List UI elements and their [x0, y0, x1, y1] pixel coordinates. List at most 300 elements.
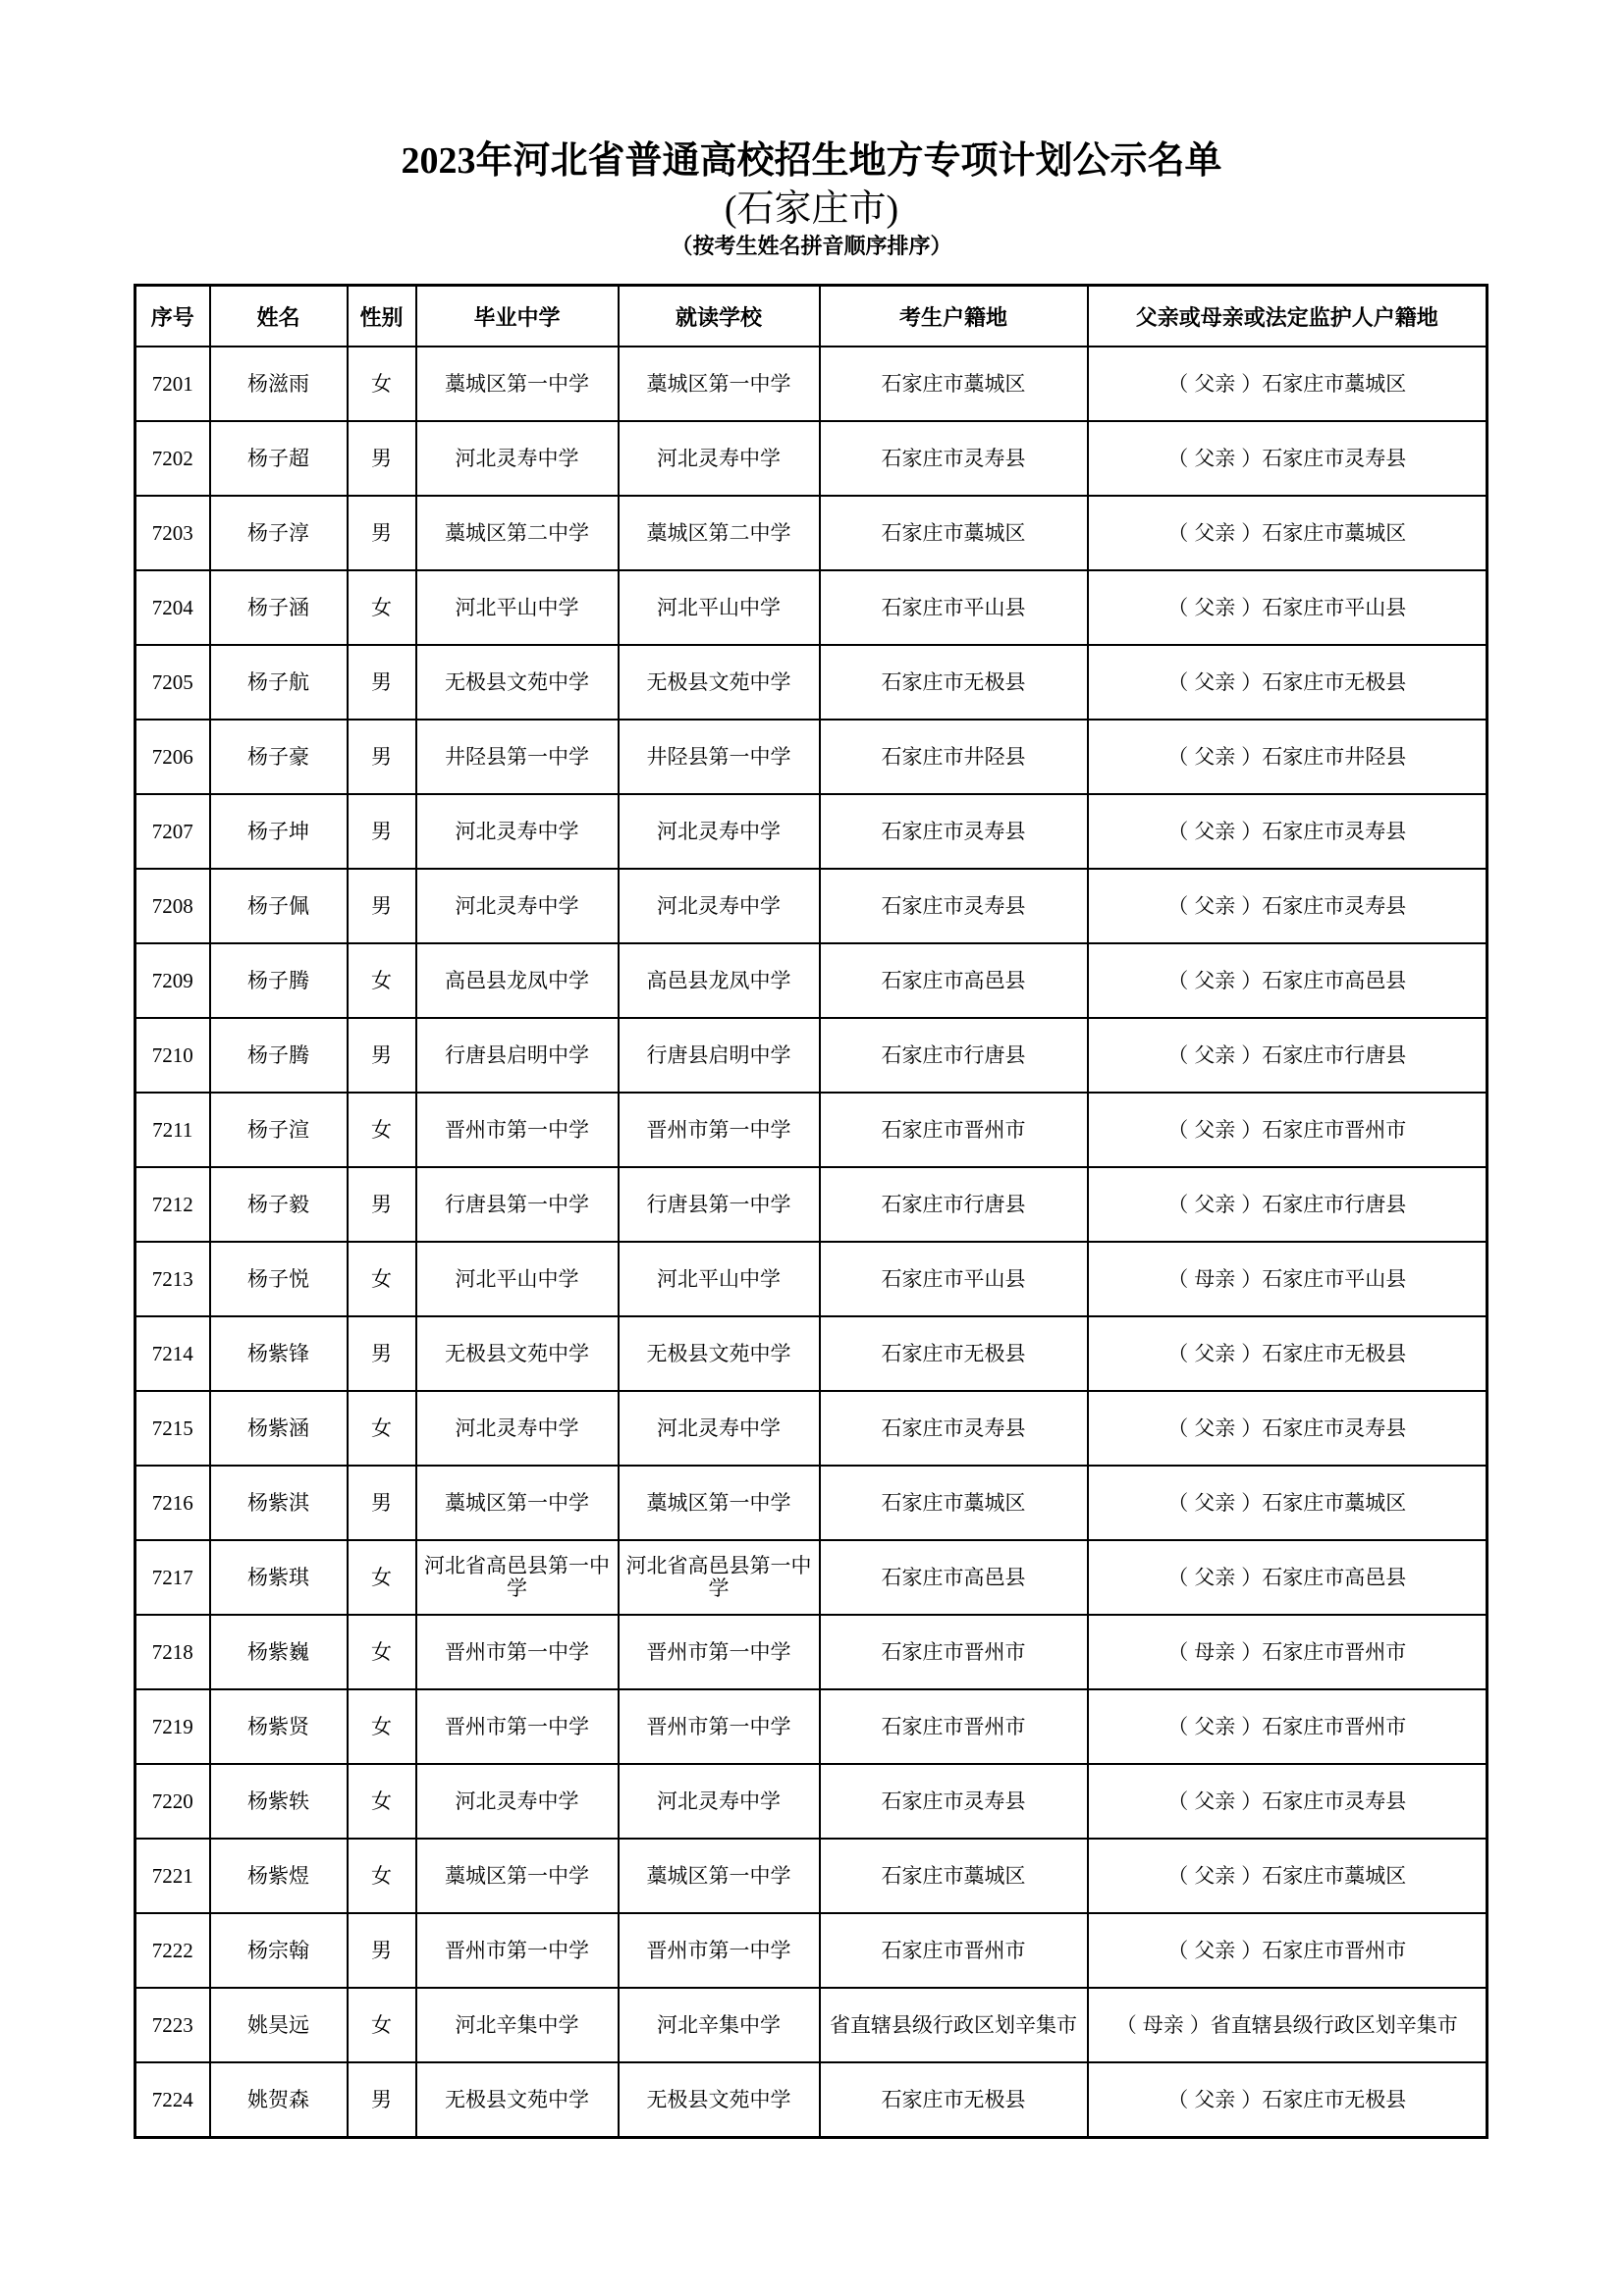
guardian-location: 石家庄市灵寿县: [1262, 893, 1407, 918]
guardian-location: 石家庄市无极县: [1262, 2087, 1407, 2111]
cell-name: 杨紫巍: [210, 1615, 348, 1689]
cell-student-hukou: 石家庄市无极县: [820, 1316, 1088, 1391]
cell-guardian-hukou: [1088, 1466, 1488, 1540]
cell-current-school: 藁城区第一中学: [619, 347, 820, 421]
cell-gender: 男: [348, 720, 416, 794]
cell-name: 杨子佩: [210, 869, 348, 943]
cell-graduation-school: 行唐县启明中学: [416, 1018, 619, 1093]
cell-graduation-school: 河北省高邑县第一中学: [416, 1540, 619, 1615]
table-row: [135, 943, 1488, 1018]
cell-gender: 男: [348, 421, 416, 496]
cell-number: 7210: [135, 1018, 210, 1093]
cell-current-school: 晋州市第一中学: [619, 1913, 820, 1988]
cell-guardian-hukou: [1088, 1167, 1488, 1242]
guardian-relation: 父亲: [1194, 968, 1236, 992]
paren-open: （: [1167, 1938, 1189, 1962]
cell-number: 7224: [135, 2062, 210, 2138]
column-header-name: 姓名: [210, 286, 348, 347]
cell-number: 7202: [135, 421, 210, 496]
cell-graduation-school: 河北灵寿中学: [416, 1764, 619, 1839]
cell-name: 杨子悦: [210, 1242, 348, 1316]
cell-guardian-hukou: [1088, 1316, 1488, 1391]
table-row: [135, 1316, 1488, 1391]
cell-graduation-school: 藁城区第一中学: [416, 1466, 619, 1540]
table-row: [135, 496, 1488, 570]
cell-current-school: 无极县文苑中学: [619, 2062, 820, 2138]
paren-open: （: [1167, 595, 1189, 619]
document-header: [0, 137, 1623, 261]
cell-name: 杨子豪: [210, 720, 348, 794]
cell-gender: 女: [348, 943, 416, 1018]
cell-graduation-school: 行唐县第一中学: [416, 1167, 619, 1242]
table-row: [135, 1540, 1488, 1615]
table-row: [135, 1913, 1488, 1988]
cell-name: 杨宗翰: [210, 1913, 348, 1988]
cell-name: 杨滋雨: [210, 347, 348, 421]
guardian-location: 石家庄市无极县: [1262, 669, 1407, 694]
cell-guardian-hukou: [1088, 869, 1488, 943]
paren-close: ）: [1241, 520, 1263, 545]
cell-current-school: 藁城区第二中学: [619, 496, 820, 570]
cell-student-hukou: 省直辖县级行政区划辛集市: [820, 1988, 1088, 2062]
paren-open: （: [1167, 1415, 1189, 1440]
guardian-relation: 父亲: [1194, 371, 1236, 396]
cell-graduation-school: 无极县文苑中学: [416, 645, 619, 720]
cell-current-school: 河北灵寿中学: [619, 794, 820, 869]
cell-name: 杨子涵: [210, 570, 348, 645]
guardian-location: 石家庄市平山县: [1262, 595, 1407, 619]
cell-gender: 男: [348, 1913, 416, 1988]
cell-name: 杨紫琪: [210, 1540, 348, 1615]
cell-guardian-hukou: [1088, 1242, 1488, 1316]
cell-current-school: 无极县文苑中学: [619, 1316, 820, 1391]
document-subtitle: (石家庄市): [724, 188, 899, 230]
cell-student-hukou: 石家庄市灵寿县: [820, 1391, 1088, 1466]
guardian-relation: 母亲: [1142, 2012, 1184, 2037]
cell-name: 杨子坤: [210, 794, 348, 869]
guardian-relation: 父亲: [1194, 744, 1236, 769]
cell-number: 7213: [135, 1242, 210, 1316]
paren-open: （: [1167, 446, 1189, 470]
cell-current-school: 河北灵寿中学: [619, 421, 820, 496]
cell-name: 杨子渲: [210, 1093, 348, 1167]
cell-current-school: 无极县文苑中学: [619, 645, 820, 720]
guardian-relation: 父亲: [1194, 1341, 1236, 1365]
cell-name: 杨子淳: [210, 496, 348, 570]
guardian-location: 石家庄市井陉县: [1262, 744, 1407, 769]
guardian-location: 石家庄市晋州市: [1262, 1639, 1407, 1664]
paren-open: （: [1167, 1863, 1189, 1888]
table-row: [135, 1167, 1488, 1242]
guardian-location: 石家庄市行唐县: [1262, 1042, 1407, 1067]
paren-close: ）: [1241, 1117, 1263, 1142]
cell-graduation-school: 无极县文苑中学: [416, 1316, 619, 1391]
cell-current-school: 河北灵寿中学: [619, 1391, 820, 1466]
cell-gender: 男: [348, 496, 416, 570]
paren-open: （: [1115, 2012, 1137, 2037]
paren-close: ）: [1241, 1789, 1263, 1813]
guardian-relation: 父亲: [1194, 893, 1236, 918]
table-row: [135, 1093, 1488, 1167]
cell-current-school: 行唐县第一中学: [619, 1167, 820, 1242]
table-row: [135, 720, 1488, 794]
cell-current-school: 高邑县龙凤中学: [619, 943, 820, 1018]
cell-student-hukou: 石家庄市高邑县: [820, 1540, 1088, 1615]
cell-graduation-school: 藁城区第二中学: [416, 496, 619, 570]
cell-gender: 女: [348, 1764, 416, 1839]
cell-guardian-hukou: [1088, 1391, 1488, 1466]
cell-student-hukou: 石家庄市灵寿县: [820, 421, 1088, 496]
cell-number: 7217: [135, 1540, 210, 1615]
paren-close: ）: [1241, 968, 1263, 992]
paren-open: （: [1167, 819, 1189, 843]
cell-gender: 女: [348, 347, 416, 421]
paren-open: （: [1167, 1565, 1189, 1589]
cell-name: 杨紫涵: [210, 1391, 348, 1466]
paren-open: （: [1167, 968, 1189, 992]
cell-number: 7220: [135, 1764, 210, 1839]
cell-current-school: 河北辛集中学: [619, 1988, 820, 2062]
paren-close: ）: [1241, 1341, 1263, 1365]
cell-student-hukou: 石家庄市藁城区: [820, 496, 1088, 570]
paren-close: ）: [1241, 819, 1263, 843]
table-row: [135, 1988, 1488, 2062]
table-row: [135, 869, 1488, 943]
cell-number: 7212: [135, 1167, 210, 1242]
guardian-relation: 父亲: [1194, 1714, 1236, 1738]
guardian-location: 石家庄市行唐县: [1262, 1192, 1407, 1216]
paren-close: ）: [1241, 1863, 1263, 1888]
guardian-location: 石家庄市平山县: [1262, 1266, 1407, 1291]
guardian-relation: 父亲: [1194, 1863, 1236, 1888]
paren-close: ）: [1241, 446, 1263, 470]
guardian-relation: 母亲: [1194, 1266, 1236, 1291]
paren-close: ）: [1241, 1192, 1263, 1216]
paren-open: （: [1167, 2087, 1189, 2111]
guardian-location: 石家庄市藁城区: [1262, 520, 1407, 545]
paren-open: （: [1167, 520, 1189, 545]
guardian-relation: 父亲: [1194, 520, 1236, 545]
cell-current-school: 晋州市第一中学: [619, 1093, 820, 1167]
cell-graduation-school: 河北辛集中学: [416, 1988, 619, 2062]
cell-current-school: 河北灵寿中学: [619, 1764, 820, 1839]
cell-current-school: 河北平山中学: [619, 1242, 820, 1316]
cell-number: 7214: [135, 1316, 210, 1391]
guardian-relation: 父亲: [1194, 1789, 1236, 1813]
cell-guardian-hukou: [1088, 1540, 1488, 1615]
cell-gender: 男: [348, 1316, 416, 1391]
cell-gender: 男: [348, 645, 416, 720]
cell-student-hukou: 石家庄市藁城区: [820, 1466, 1088, 1540]
cell-number: 7222: [135, 1913, 210, 1988]
cell-student-hukou: 石家庄市平山县: [820, 570, 1088, 645]
cell-guardian-hukou: [1088, 570, 1488, 645]
cell-guardian-hukou: [1088, 2062, 1488, 2138]
paren-open: （: [1167, 1490, 1189, 1515]
guardian-location: 石家庄市晋州市: [1262, 1117, 1407, 1142]
cell-graduation-school: 晋州市第一中学: [416, 1093, 619, 1167]
cell-student-hukou: 石家庄市灵寿县: [820, 794, 1088, 869]
guardian-location: 石家庄市晋州市: [1262, 1714, 1407, 1738]
paren-close: ）: [1241, 2087, 1263, 2111]
cell-name: 杨子超: [210, 421, 348, 496]
paren-open: （: [1167, 744, 1189, 769]
cell-student-hukou: 石家庄市行唐县: [820, 1018, 1088, 1093]
cell-student-hukou: 石家庄市晋州市: [820, 1913, 1088, 1988]
cell-graduation-school: 晋州市第一中学: [416, 1689, 619, 1764]
cell-student-hukou: 石家庄市无极县: [820, 645, 1088, 720]
cell-graduation-school: 晋州市第一中学: [416, 1615, 619, 1689]
paren-close: ）: [1241, 1490, 1263, 1515]
guardian-location: 石家庄市灵寿县: [1262, 1415, 1407, 1440]
guardian-relation: 父亲: [1194, 2087, 1236, 2111]
column-header-student-hukou: 考生户籍地: [820, 286, 1088, 347]
guardian-location: 石家庄市灵寿县: [1262, 1789, 1407, 1813]
column-header-graduation-school: 毕业中学: [416, 286, 619, 347]
cell-gender: 男: [348, 1466, 416, 1540]
cell-number: 7204: [135, 570, 210, 645]
guardian-location: 石家庄市藁城区: [1262, 1863, 1407, 1888]
table-row: [135, 1615, 1488, 1689]
guardian-relation: 父亲: [1194, 1117, 1236, 1142]
cell-graduation-school: 藁城区第一中学: [416, 1839, 619, 1913]
paren-open: （: [1167, 1266, 1189, 1291]
admission-roster-table: [134, 284, 1488, 2139]
cell-student-hukou: 石家庄市晋州市: [820, 1689, 1088, 1764]
paren-open: （: [1167, 1789, 1189, 1813]
cell-gender: 男: [348, 2062, 416, 2138]
cell-name: 杨紫淇: [210, 1466, 348, 1540]
cell-guardian-hukou: [1088, 1093, 1488, 1167]
sort-note: （按考生姓名拼音顺序排序）: [671, 234, 952, 259]
cell-current-school: 河北平山中学: [619, 570, 820, 645]
cell-guardian-hukou: [1088, 421, 1488, 496]
cell-guardian-hukou: [1088, 1018, 1488, 1093]
cell-name: 杨子航: [210, 645, 348, 720]
cell-guardian-hukou: [1088, 794, 1488, 869]
cell-number: 7223: [135, 1988, 210, 2062]
cell-guardian-hukou: [1088, 1839, 1488, 1913]
table-row: [135, 1391, 1488, 1466]
cell-graduation-school: 河北平山中学: [416, 570, 619, 645]
table-row: [135, 1242, 1488, 1316]
cell-name: 杨紫锋: [210, 1316, 348, 1391]
cell-graduation-school: 高邑县龙凤中学: [416, 943, 619, 1018]
paren-close: ）: [1241, 1714, 1263, 1738]
guardian-location: 石家庄市灵寿县: [1262, 446, 1407, 470]
cell-student-hukou: 石家庄市灵寿县: [820, 1764, 1088, 1839]
cell-guardian-hukou: [1088, 1764, 1488, 1839]
cell-name: 杨子毅: [210, 1167, 348, 1242]
cell-gender: 女: [348, 1540, 416, 1615]
cell-graduation-school: 晋州市第一中学: [416, 1913, 619, 1988]
cell-gender: 男: [348, 794, 416, 869]
cell-student-hukou: 石家庄市平山县: [820, 1242, 1088, 1316]
table-row: [135, 1466, 1488, 1540]
cell-gender: 女: [348, 1988, 416, 2062]
guardian-location: 石家庄市灵寿县: [1262, 819, 1407, 843]
guardian-relation: 父亲: [1194, 1415, 1236, 1440]
cell-name: 杨紫贤: [210, 1689, 348, 1764]
cell-name: 杨紫轶: [210, 1764, 348, 1839]
cell-gender: 女: [348, 1093, 416, 1167]
cell-number: 7218: [135, 1615, 210, 1689]
guardian-location: 石家庄市藁城区: [1262, 371, 1407, 396]
cell-gender: 男: [348, 1018, 416, 1093]
table-row: [135, 645, 1488, 720]
cell-current-school: 藁城区第一中学: [619, 1466, 820, 1540]
paren-open: （: [1167, 893, 1189, 918]
paren-close: ）: [1241, 669, 1263, 694]
cell-gender: 女: [348, 570, 416, 645]
cell-graduation-school: 井陉县第一中学: [416, 720, 619, 794]
paren-open: （: [1167, 669, 1189, 694]
paren-open: （: [1167, 371, 1189, 396]
guardian-relation: 父亲: [1194, 446, 1236, 470]
cell-name: 杨子腾: [210, 943, 348, 1018]
cell-student-hukou: 石家庄市无极县: [820, 2062, 1088, 2138]
table-row: [135, 421, 1488, 496]
guardian-relation: 父亲: [1194, 1490, 1236, 1515]
guardian-location: 石家庄市高邑县: [1262, 968, 1407, 992]
column-header-number: 序号: [135, 286, 210, 347]
cell-name: 姚贺森: [210, 2062, 348, 2138]
cell-student-hukou: 石家庄市藁城区: [820, 347, 1088, 421]
cell-graduation-school: 河北平山中学: [416, 1242, 619, 1316]
table-row: [135, 570, 1488, 645]
cell-gender: 男: [348, 1167, 416, 1242]
cell-graduation-school: 藁城区第一中学: [416, 347, 619, 421]
cell-guardian-hukou: [1088, 496, 1488, 570]
cell-number: 7208: [135, 869, 210, 943]
cell-current-school: 藁城区第一中学: [619, 1839, 820, 1913]
cell-guardian-hukou: [1088, 1615, 1488, 1689]
cell-graduation-school: 河北灵寿中学: [416, 794, 619, 869]
cell-current-school: 晋州市第一中学: [619, 1615, 820, 1689]
cell-number: 7209: [135, 943, 210, 1018]
cell-name: 姚昊远: [210, 1988, 348, 2062]
table-header-row: [135, 286, 1488, 347]
table-row: [135, 1018, 1488, 1093]
cell-student-hukou: 石家庄市晋州市: [820, 1615, 1088, 1689]
cell-student-hukou: 石家庄市高邑县: [820, 943, 1088, 1018]
cell-guardian-hukou: [1088, 943, 1488, 1018]
paren-close: ）: [1241, 595, 1263, 619]
paren-open: （: [1167, 1639, 1189, 1664]
cell-number: 7216: [135, 1466, 210, 1540]
guardian-relation: 父亲: [1194, 1938, 1236, 1962]
guardian-relation: 父亲: [1194, 669, 1236, 694]
paren-close: ）: [1241, 1639, 1263, 1664]
table-row: [135, 2062, 1488, 2138]
table-row: [135, 794, 1488, 869]
paren-close: ）: [1241, 1042, 1263, 1067]
paren-close: ）: [1241, 1415, 1263, 1440]
guardian-relation: 父亲: [1194, 819, 1236, 843]
table-row: [135, 1839, 1488, 1913]
cell-gender: 女: [348, 1391, 416, 1466]
cell-current-school: 河北省高邑县第一中学: [619, 1540, 820, 1615]
paren-close: ）: [1241, 893, 1263, 918]
guardian-relation: 父亲: [1194, 595, 1236, 619]
cell-gender: 男: [348, 869, 416, 943]
cell-number: 7203: [135, 496, 210, 570]
paren-open: （: [1167, 1714, 1189, 1738]
paren-close: ）: [1241, 744, 1263, 769]
cell-guardian-hukou: [1088, 347, 1488, 421]
guardian-location: 石家庄市藁城区: [1262, 1490, 1407, 1515]
paren-open: （: [1167, 1192, 1189, 1216]
cell-number: 7201: [135, 347, 210, 421]
paren-close: ）: [1241, 1938, 1263, 1962]
cell-guardian-hukou: [1088, 1689, 1488, 1764]
table-row: [135, 1764, 1488, 1839]
cell-name: 杨紫煜: [210, 1839, 348, 1913]
guardian-relation: 父亲: [1194, 1192, 1236, 1216]
cell-current-school: 井陉县第一中学: [619, 720, 820, 794]
cell-student-hukou: 石家庄市井陉县: [820, 720, 1088, 794]
cell-gender: 女: [348, 1242, 416, 1316]
cell-gender: 女: [348, 1689, 416, 1764]
paren-open: （: [1167, 1341, 1189, 1365]
cell-guardian-hukou: [1088, 720, 1488, 794]
cell-name: 杨子腾: [210, 1018, 348, 1093]
cell-gender: 女: [348, 1615, 416, 1689]
cell-student-hukou: 石家庄市灵寿县: [820, 869, 1088, 943]
cell-number: 7205: [135, 645, 210, 720]
cell-gender: 女: [348, 1839, 416, 1913]
cell-number: 7206: [135, 720, 210, 794]
column-header-guardian-hukou: 父亲或母亲或法定监护人户籍地: [1088, 286, 1488, 347]
cell-number: 7215: [135, 1391, 210, 1466]
paren-close: ）: [1241, 1266, 1263, 1291]
column-header-gender: 性别: [348, 286, 416, 347]
cell-graduation-school: 河北灵寿中学: [416, 1391, 619, 1466]
guardian-relation: 母亲: [1194, 1639, 1236, 1664]
cell-guardian-hukou: [1088, 645, 1488, 720]
guardian-location: 石家庄市高邑县: [1262, 1565, 1407, 1589]
guardian-relation: 父亲: [1194, 1565, 1236, 1589]
cell-guardian-hukou: [1088, 1988, 1488, 2062]
cell-student-hukou: 石家庄市行唐县: [820, 1167, 1088, 1242]
cell-graduation-school: 河北灵寿中学: [416, 869, 619, 943]
cell-number: 7219: [135, 1689, 210, 1764]
guardian-location: 省直辖县级行政区划辛集市: [1210, 2012, 1458, 2037]
cell-graduation-school: 无极县文苑中学: [416, 2062, 619, 2138]
paren-open: （: [1167, 1042, 1189, 1067]
paren-close: ）: [1241, 371, 1263, 396]
paren-close: ）: [1241, 1565, 1263, 1589]
paren-close: ）: [1189, 2012, 1211, 2037]
document-title: 2023年河北省普通高校招生地方专项计划公示名单: [401, 140, 1222, 182]
guardian-relation: 父亲: [1194, 1042, 1236, 1067]
paren-open: （: [1167, 1117, 1189, 1142]
cell-student-hukou: 石家庄市藁城区: [820, 1839, 1088, 1913]
cell-guardian-hukou: [1088, 1913, 1488, 1988]
cell-student-hukou: 石家庄市晋州市: [820, 1093, 1088, 1167]
column-header-current-school: 就读学校: [619, 286, 820, 347]
guardian-location: 石家庄市无极县: [1262, 1341, 1407, 1365]
table-body: [135, 347, 1488, 2138]
cell-number: 7221: [135, 1839, 210, 1913]
guardian-location: 石家庄市晋州市: [1262, 1938, 1407, 1962]
cell-current-school: 河北灵寿中学: [619, 869, 820, 943]
cell-current-school: 晋州市第一中学: [619, 1689, 820, 1764]
table-row: [135, 1689, 1488, 1764]
cell-number: 7211: [135, 1093, 210, 1167]
cell-current-school: 行唐县启明中学: [619, 1018, 820, 1093]
cell-number: 7207: [135, 794, 210, 869]
